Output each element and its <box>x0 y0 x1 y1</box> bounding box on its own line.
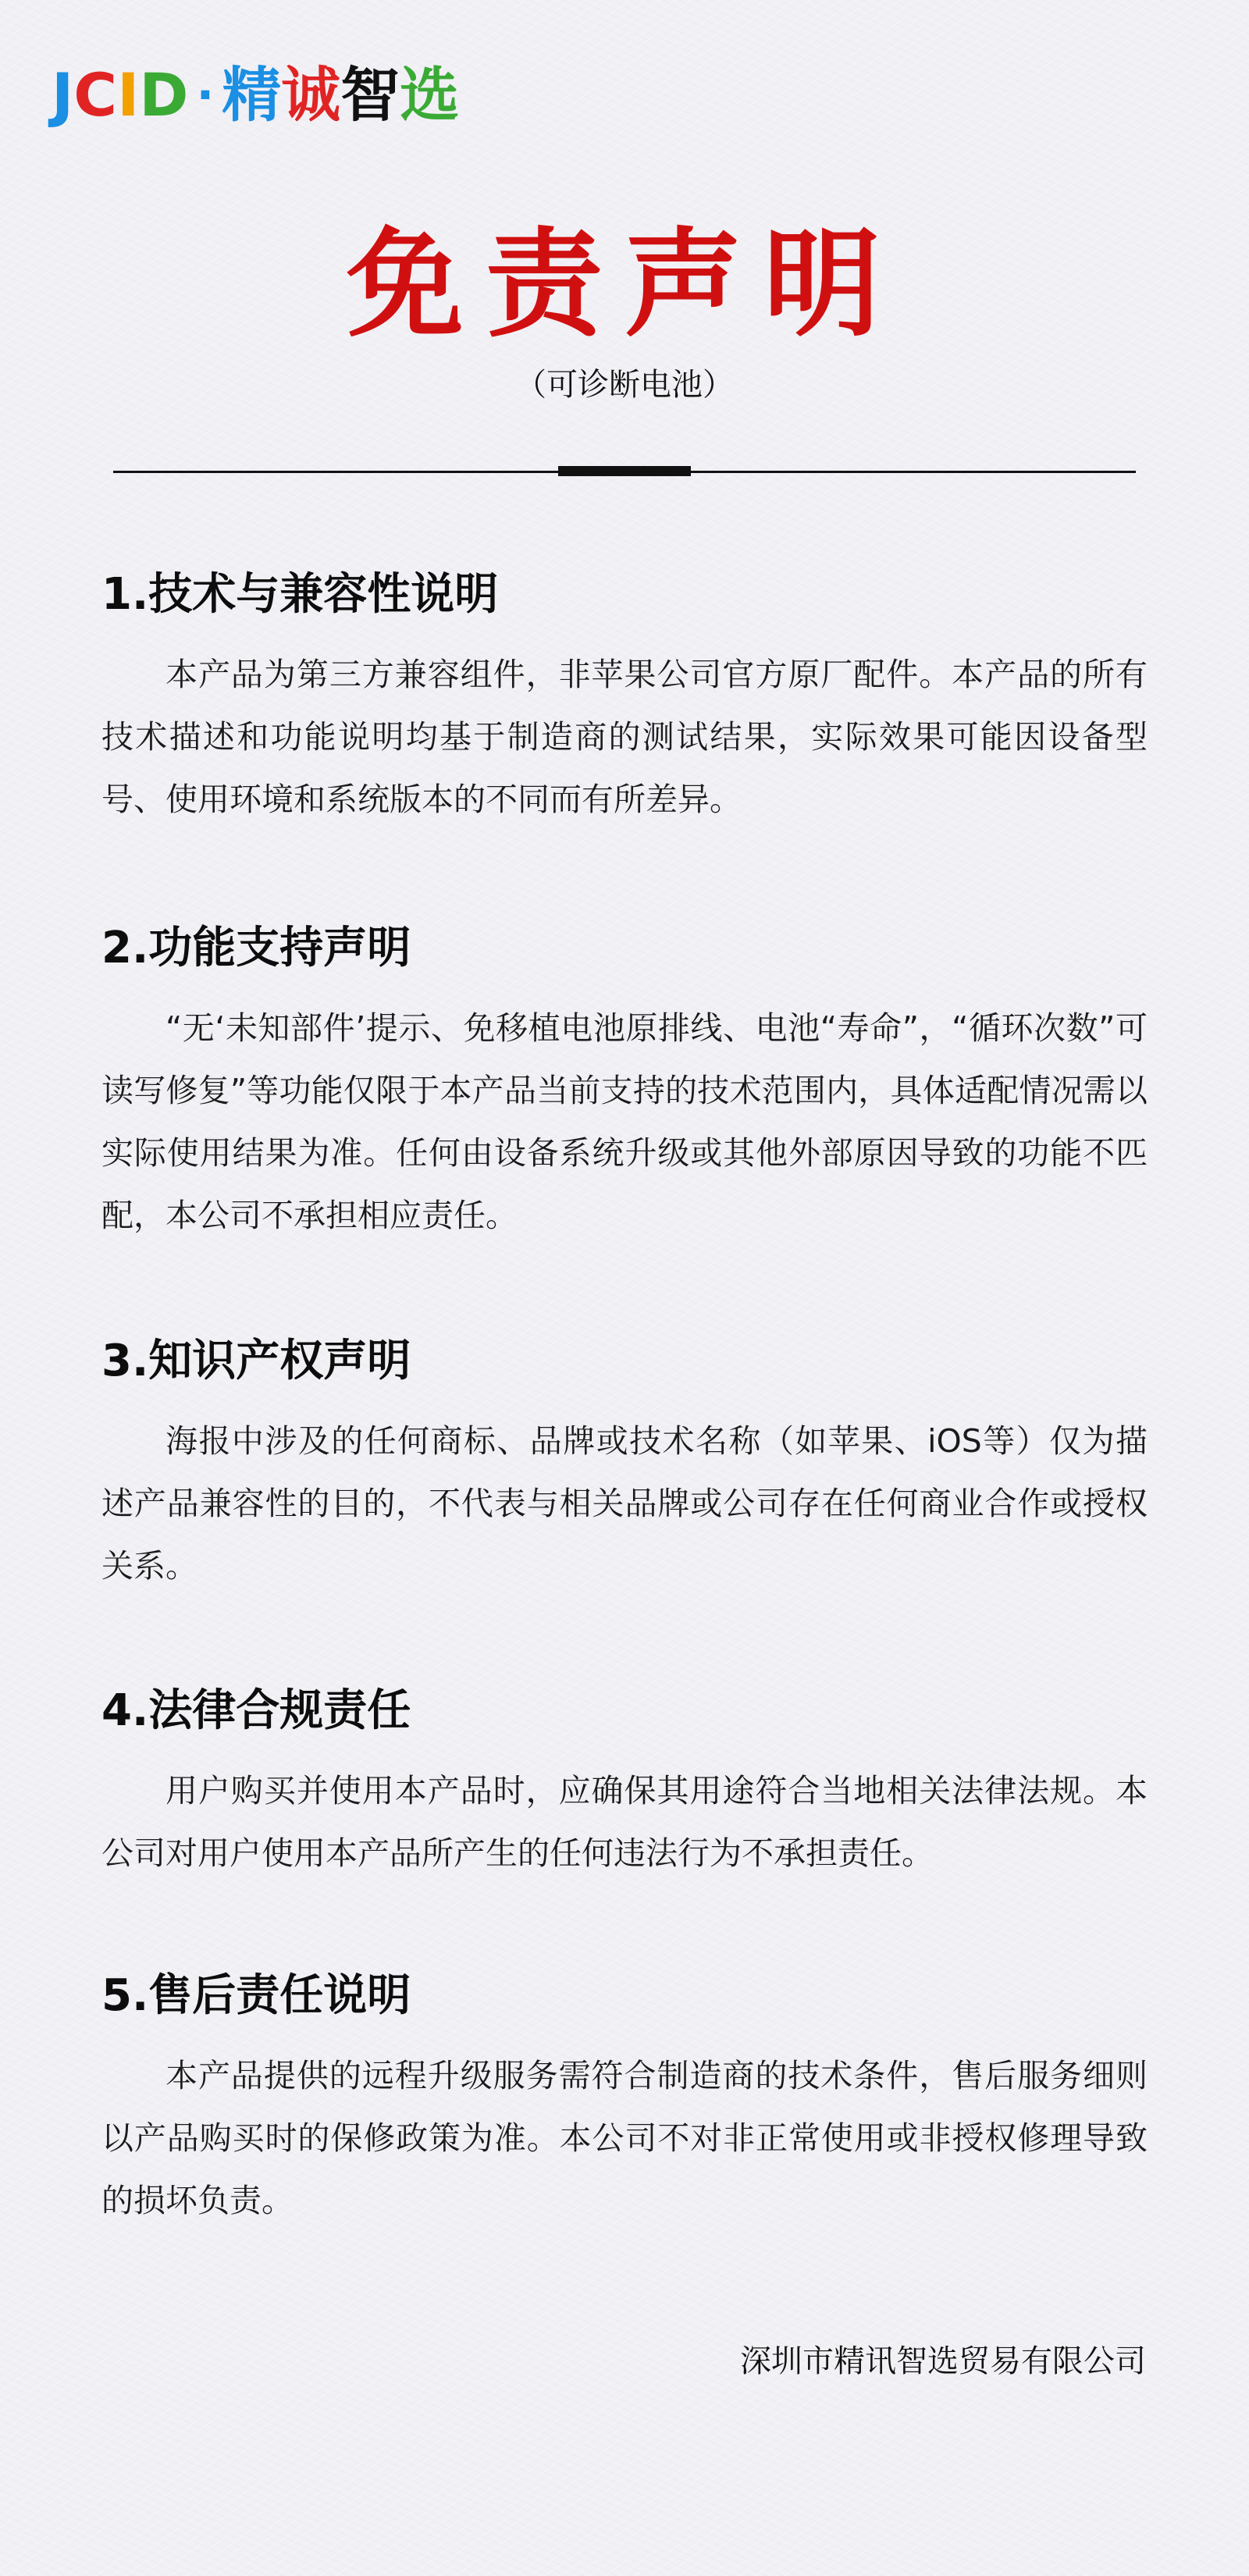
company-name: 深圳市精讯智选贸易有限公司 <box>740 2343 1146 2379</box>
page-subtitle: （可诊断电池） <box>515 367 734 403</box>
section-heading: 4.法律合规责任 <box>101 1685 411 1736</box>
logo-letter-c: C <box>73 60 118 130</box>
logo-letter-d: D <box>139 60 189 130</box>
logo-char-zhi: 智 <box>340 60 400 130</box>
section-heading: 3.知识产权声明 <box>101 1336 411 1386</box>
logo-char-jing: 精 <box>222 60 282 130</box>
section-body: 用户购买并使用本产品时，应确保其用途符合当地相关法律法规。本公司对用户使用本产品所产生的任何违法行为不承担责任。 <box>101 1772 1148 1872</box>
title-divider-accent <box>558 466 691 476</box>
section-body: 本产品提供的远程升级服务需符合制造商的技术条件，售后服务细则以产品购买时的保修政策为准。本公司不对非正常使用或非授权修理导致的损坏负责。 <box>101 2057 1148 2219</box>
page-title: 免责声明 <box>346 217 902 353</box>
logo-char-cheng: 诚 <box>281 60 341 130</box>
section-technical-compatibility <box>101 564 1148 831</box>
logo-letter-j: J <box>52 60 74 130</box>
section-heading: 2.功能支持声明 <box>101 923 411 973</box>
section-heading: 1.技术与兼容性说明 <box>101 569 499 620</box>
brand-logo <box>52 56 459 134</box>
logo-char-xuan: 选 <box>400 60 460 130</box>
section-intellectual-property <box>101 1330 1148 1597</box>
section-body: 本产品为第三方兼容组件，非苹果公司官方原厂配件。本产品的所有技术描述和功能说明均基于制造商的测试结果，实际效果可能因设备型号、使用环境和系统版本的不同而有所差异。 <box>101 656 1148 818</box>
section-body: “无‘未知部件’提示、免移植电池原排线、电池“寿命”，“循环次数”可读写修复”等功能仅限于本产品当前支持的技术范围内，具体适配情况需以实际使用结果为准。任何由设备系统升级或其他外部原因导致的功能不匹配，本公司不承担相应责任。 <box>101 1009 1148 1234</box>
logo-letter-i: I <box>117 60 140 130</box>
section-body: 海报中涉及的任何商标、品牌或技术名称（如苹果、iOS等）仅为描述产品兼容性的目的，不代表与相关品牌或公司存在任何商业合作或授权关系。 <box>101 1422 1148 1585</box>
section-heading: 5.售后责任说明 <box>101 1970 411 2021</box>
section-legal-compliance <box>101 1680 1148 1884</box>
section-after-sales <box>101 1965 1148 2232</box>
section-function-support <box>101 917 1148 1247</box>
logo-dot: · <box>196 68 215 123</box>
